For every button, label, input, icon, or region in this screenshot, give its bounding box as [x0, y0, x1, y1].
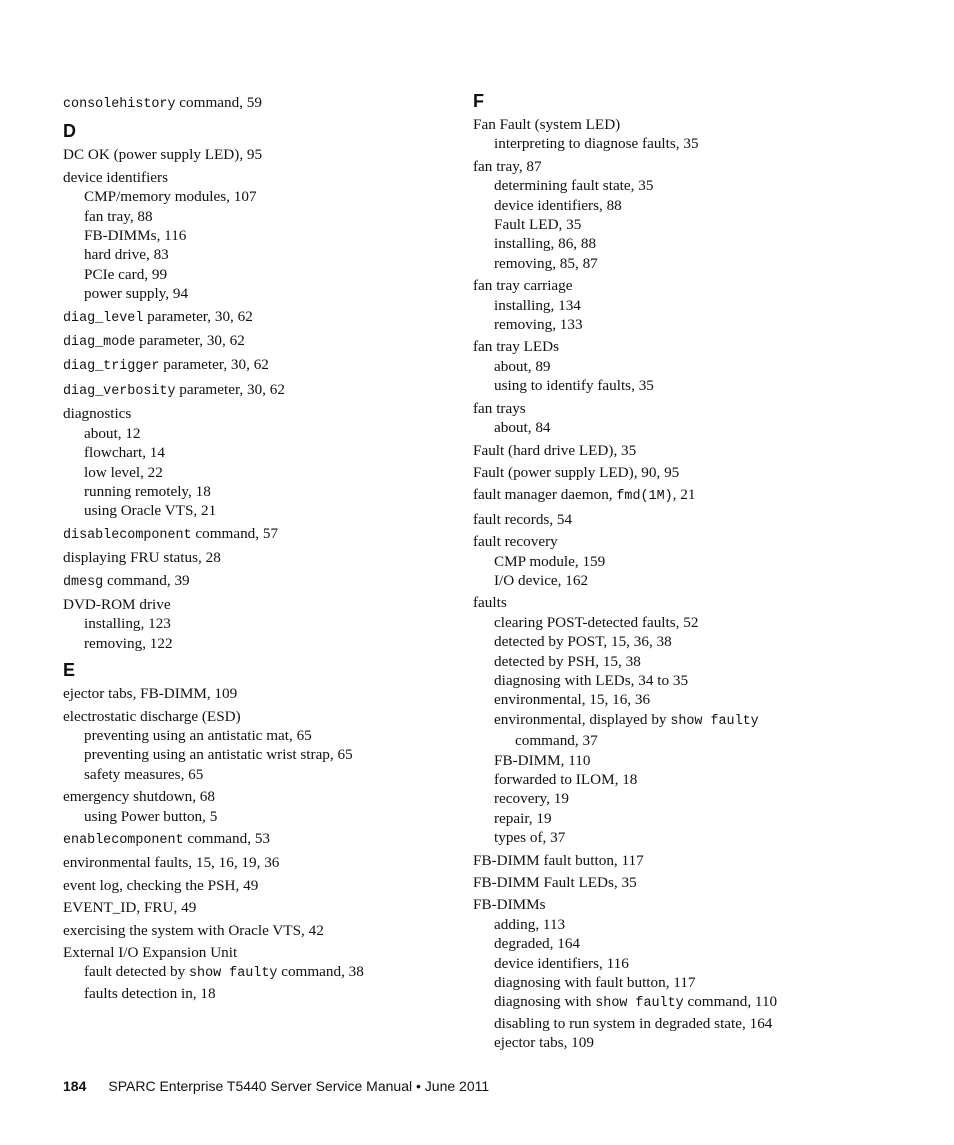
- term-text: repair, 19: [494, 809, 552, 827]
- index-term: [473, 441, 873, 460]
- page-footer: [63, 1076, 489, 1096]
- index-entry: [63, 380, 463, 401]
- term-text: I/O device, 162: [494, 571, 589, 589]
- index-subterm: [473, 254, 873, 273]
- index-subterm: [473, 770, 873, 789]
- index-term: [63, 524, 463, 545]
- term-text: exercising the system with Oracle VTS, 42: [63, 921, 324, 939]
- index-subterm: [473, 652, 873, 671]
- code-term: dmesg: [63, 574, 104, 590]
- index-term: [63, 93, 463, 114]
- page-number: 184: [63, 1078, 87, 1094]
- index-entry: [63, 898, 463, 917]
- index-subterm: [63, 501, 463, 520]
- index-term: [63, 943, 463, 962]
- index-term: [473, 510, 873, 529]
- index-term: [473, 895, 873, 914]
- term-text: hard drive, 83: [84, 246, 169, 264]
- index-subterm: [473, 751, 873, 770]
- term-text: running remotely, 18: [84, 482, 211, 500]
- index-subterm: [63, 424, 463, 443]
- code-term: diag_level: [63, 310, 144, 326]
- index-entry: [63, 876, 463, 895]
- term-text: flowchart, 14: [84, 444, 165, 462]
- index-subterm: [473, 954, 873, 973]
- term-text: about, 84: [494, 419, 551, 437]
- index-subterm: [473, 1014, 873, 1033]
- index-entry: [63, 524, 463, 545]
- publication-date: June 2011: [424, 1078, 490, 1094]
- index-entry: [473, 510, 873, 529]
- term-text: DC OK (power supply LED), 95: [63, 146, 263, 164]
- term-text: parameter, 30, 62: [159, 356, 269, 374]
- term-text: Fault (power supply LED), 90, 95: [473, 463, 680, 481]
- term-text: faults detection in, 18: [84, 984, 216, 1002]
- index-subterm: [63, 245, 463, 264]
- index-subterm: [473, 731, 873, 750]
- index-term: [63, 355, 463, 376]
- index-subterm: [473, 690, 873, 709]
- index-subterm: [63, 187, 463, 206]
- index-subterm: [473, 671, 873, 690]
- term-text: fault manager daemon,: [473, 486, 617, 504]
- term-text: installing, 134: [494, 296, 581, 314]
- index-term: [63, 595, 463, 614]
- term-text: detected by PSH, 15, 38: [494, 652, 641, 670]
- index-entry: [63, 571, 463, 592]
- term-text: removing, 85, 87: [494, 254, 598, 272]
- term-text: diagnosing with: [494, 993, 596, 1011]
- index-entry: [63, 145, 463, 164]
- section-letter-heading: D: [63, 121, 76, 142]
- term-text: types of, 37: [494, 829, 566, 847]
- term-text: preventing using an antistatic mat, 65: [84, 726, 312, 744]
- index-subterm: [63, 726, 463, 745]
- manual-title: SPARC Enterprise T5440 Server Service Manual: [108, 1078, 413, 1094]
- index-term: [473, 532, 873, 551]
- index-subterm: [473, 789, 873, 808]
- index-subterm: [473, 552, 873, 571]
- term-text: PCIe card, 99: [84, 265, 168, 283]
- code-term: fmd(1M): [616, 489, 673, 505]
- code-term: show faulty: [670, 713, 759, 729]
- term-text: disabling to run system in degraded state, 164: [494, 1014, 773, 1032]
- code-term: disablecomponent: [63, 527, 192, 543]
- index-subterm: [63, 962, 463, 983]
- term-text: forwarded to ILOM, 18: [494, 771, 638, 788]
- index-entry: [63, 355, 463, 376]
- index-entry: [63, 707, 463, 785]
- term-text: clearing POST-detected faults, 52: [494, 613, 699, 631]
- index-entry: [473, 276, 873, 334]
- index-entry: [63, 595, 463, 653]
- term-text: fault detected by: [84, 963, 189, 981]
- index-subterm: [473, 992, 873, 1013]
- index-subterm: [473, 234, 873, 253]
- index-term: [473, 337, 873, 356]
- term-text: fan tray LEDs: [473, 338, 560, 356]
- index-entry: [473, 115, 873, 154]
- index-subterm: [473, 215, 873, 234]
- index-subterm: [63, 765, 463, 784]
- index-term: [63, 853, 463, 872]
- term-text: installing, 86, 88: [494, 235, 597, 253]
- term-text: using Oracle VTS, 21: [84, 502, 217, 520]
- index-entry: [63, 93, 463, 114]
- index-term: [473, 873, 873, 892]
- term-text: emergency shutdown, 68: [63, 788, 215, 806]
- term-text: using to identify faults, 35: [494, 377, 654, 395]
- index-term: [63, 307, 463, 328]
- index-subterm: [63, 207, 463, 226]
- term-text: fault recovery: [473, 533, 558, 551]
- term-text: displaying FRU status, 28: [63, 549, 221, 567]
- index-entry: [63, 168, 463, 304]
- code-term: diag_mode: [63, 335, 136, 351]
- index-subterm: [63, 745, 463, 764]
- term-text: fan tray, 88: [84, 207, 153, 225]
- term-text: parameter, 30, 62: [143, 307, 253, 325]
- index-column-left: [63, 90, 463, 1003]
- index-subterm: [63, 265, 463, 284]
- term-text: DVD-ROM drive: [63, 595, 171, 613]
- index-entry: [63, 548, 463, 567]
- index-entry: [63, 404, 463, 520]
- term-text: environmental, displayed by: [494, 710, 671, 728]
- term-text: using Power button, 5: [84, 807, 218, 825]
- index-subterm: [473, 915, 873, 934]
- index-subterm: [473, 828, 873, 847]
- index-subterm: [63, 614, 463, 633]
- index-subterm: [63, 634, 463, 653]
- term-text: External I/O Expansion Unit: [63, 944, 238, 962]
- index-subterm: [473, 1033, 873, 1052]
- term-text: adding, 113: [494, 915, 566, 933]
- term-text: removing, 122: [84, 634, 173, 652]
- term-text: command, 59: [175, 94, 262, 111]
- term-text: CMP module, 159: [494, 552, 606, 570]
- index-term: [63, 876, 463, 895]
- code-term: show faulty: [595, 996, 684, 1012]
- index-subterm: [473, 376, 873, 395]
- index-term: [63, 787, 463, 806]
- index-entry: [473, 399, 873, 438]
- index-subterm: [473, 176, 873, 195]
- index-entry: [473, 463, 873, 482]
- term-text: CMP/memory modules, 107: [84, 188, 257, 206]
- term-text: Fault (hard drive LED), 35: [473, 441, 637, 459]
- term-text: degraded, 164: [494, 935, 581, 953]
- index-term: [63, 684, 463, 703]
- term-text: command, 57: [191, 524, 279, 542]
- term-text: command, 110: [683, 993, 778, 1011]
- index-term: [473, 851, 873, 870]
- term-text: command, 53: [183, 830, 271, 847]
- term-text: parameter, 30, 62: [175, 380, 285, 398]
- term-text: FB-DIMM, 110: [494, 751, 591, 769]
- index-entry: [63, 829, 463, 850]
- index-subterm: [473, 418, 873, 437]
- term-text: diagnosing with LEDs, 34 to 35: [494, 671, 689, 689]
- term-text: detected by POST, 15, 36, 38: [494, 633, 672, 651]
- term-text: command, 37: [515, 732, 598, 750]
- index-term: [473, 463, 873, 482]
- term-text: environmental faults, 15, 16, 19, 36: [63, 854, 280, 872]
- index-subterm: [63, 284, 463, 303]
- index-term: [63, 548, 463, 567]
- index-term: [63, 145, 463, 164]
- index-term: [473, 115, 873, 134]
- index-subterm: [473, 973, 873, 992]
- index-entry: [63, 684, 463, 703]
- term-text: determining fault state, 35: [494, 177, 654, 195]
- term-text: diagnosing with fault button, 117: [494, 974, 696, 992]
- code-term: show faulty: [189, 966, 278, 982]
- term-text: command, 39: [103, 571, 190, 589]
- index-entry: [473, 851, 873, 870]
- section-letter-heading: F: [473, 91, 484, 111]
- term-text: FB-DIMM fault button, 117: [473, 851, 644, 869]
- index-subterm: [63, 443, 463, 462]
- index-subterm: [63, 226, 463, 245]
- index-subterm: [473, 134, 873, 153]
- index-subterm: [473, 632, 873, 651]
- index-term: [63, 707, 463, 726]
- index-term: [63, 571, 463, 592]
- index-subterm: [473, 196, 873, 215]
- term-text: EVENT_ID, FRU, 49: [63, 899, 197, 917]
- term-text: Fault LED, 35: [494, 216, 582, 234]
- term-text: event log, checking the PSH, 49: [63, 876, 259, 894]
- term-text: ejector tabs, 109: [494, 1034, 594, 1052]
- index-term: [63, 921, 463, 940]
- term-text: installing, 123: [84, 615, 171, 633]
- index-subterm: [473, 809, 873, 828]
- index-term: [63, 168, 463, 187]
- index-term: [63, 380, 463, 401]
- term-text: fault records, 54: [473, 510, 573, 528]
- index-entry: [63, 853, 463, 872]
- index-entry: [63, 943, 463, 1003]
- term-text: recovery, 19: [494, 790, 569, 808]
- index-subterm: [473, 315, 873, 334]
- code-term: enablecomponent: [63, 833, 184, 848]
- term-text: device identifiers, 116: [494, 954, 629, 972]
- term-text: low level, 22: [84, 463, 163, 481]
- term-text: FB-DIMMs: [473, 896, 546, 914]
- term-text: parameter, 30, 62: [135, 332, 245, 350]
- index-subterm: [63, 482, 463, 501]
- code-term: diag_trigger: [63, 359, 160, 375]
- term-text: fan tray carriage: [473, 277, 573, 295]
- term-text: faults: [473, 594, 507, 612]
- index-subterm: [63, 807, 463, 826]
- term-text: FB-DIMMs, 116: [84, 227, 187, 245]
- index-term: [473, 399, 873, 418]
- term-text: ejector tabs, FB-DIMM, 109: [63, 685, 238, 703]
- term-text: , 21: [672, 486, 696, 504]
- index-subterm: [473, 357, 873, 376]
- term-text: safety measures, 65: [84, 765, 204, 783]
- index-entry: [473, 895, 873, 1052]
- index-entry: [63, 921, 463, 940]
- term-text: electrostatic discharge (ESD): [63, 707, 241, 725]
- term-text: command, 38: [277, 963, 364, 981]
- index-entry: [63, 787, 463, 826]
- term-text: device identifiers, 88: [494, 196, 622, 214]
- code-term: consolehistory: [63, 97, 176, 112]
- term-text: about, 12: [84, 424, 141, 442]
- index-entry: [473, 441, 873, 460]
- index-entry: [473, 873, 873, 892]
- term-text: preventing using an antistatic wrist strap, 65: [84, 746, 353, 764]
- term-text: device identifiers: [63, 168, 168, 186]
- index-term: [473, 157, 873, 176]
- index-subterm: [473, 934, 873, 953]
- index-term: [473, 593, 873, 612]
- footer-separator: •: [415, 1078, 421, 1094]
- index-term: [473, 485, 873, 506]
- index-entry: [473, 157, 873, 273]
- index-term: [63, 898, 463, 917]
- term-text: Fan Fault (system LED): [473, 116, 621, 133]
- index-term: [63, 331, 463, 352]
- index-column-right: [473, 90, 873, 1053]
- term-text: power supply, 94: [84, 285, 189, 303]
- index-entry: [473, 485, 873, 506]
- index-term: [63, 829, 463, 850]
- term-text: fan trays: [473, 399, 526, 417]
- index-subterm: [63, 984, 463, 1003]
- term-text: environmental, 15, 16, 36: [494, 691, 651, 709]
- index-entry: [473, 337, 873, 395]
- index-term: [473, 276, 873, 295]
- index-entry: [473, 532, 873, 590]
- term-text: removing, 133: [494, 316, 583, 334]
- index-subterm: [473, 296, 873, 315]
- index-subterm: [473, 613, 873, 632]
- index-entry: [63, 307, 463, 328]
- index-entry: [63, 331, 463, 352]
- index-entry: [473, 593, 873, 847]
- index-term: [63, 404, 463, 423]
- term-text: diagnostics: [63, 405, 132, 423]
- index-subterm: [473, 571, 873, 590]
- term-text: FB-DIMM Fault LEDs, 35: [473, 874, 637, 892]
- index-subterm: [63, 463, 463, 482]
- term-text: fan tray, 87: [473, 157, 542, 175]
- section-letter-heading: E: [63, 660, 76, 681]
- code-term: diag_verbosity: [63, 383, 176, 399]
- index-subterm: [473, 710, 873, 731]
- term-text: about, 89: [494, 357, 551, 375]
- term-text: interpreting to diagnose faults, 35: [494, 135, 699, 153]
